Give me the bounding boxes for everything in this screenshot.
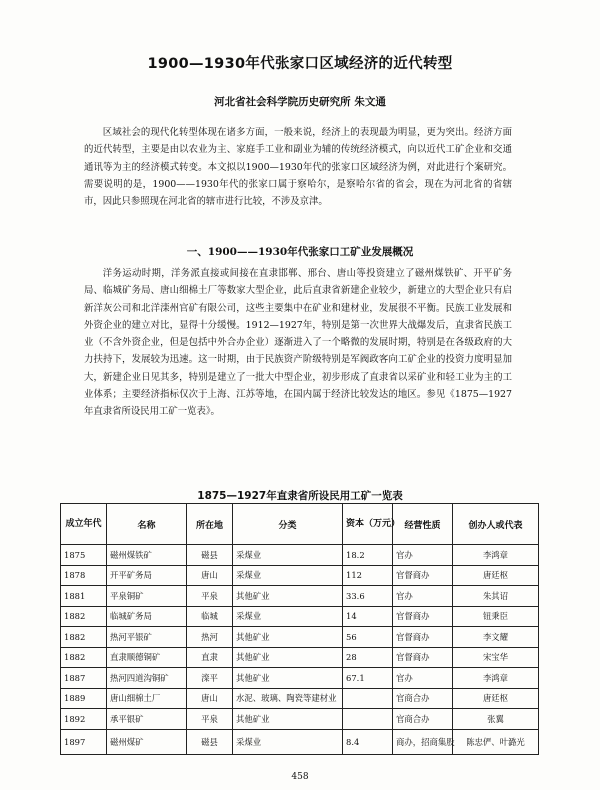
cell-category: 采煤业 xyxy=(233,606,343,627)
table-row xyxy=(61,565,539,586)
cell-name: 热河平银矿 xyxy=(107,627,187,648)
table-row xyxy=(61,688,539,709)
page-number: 458 xyxy=(291,772,309,782)
cell-category: 采煤业 xyxy=(233,729,343,754)
table-row xyxy=(61,606,539,627)
cell-name: 磁州煤铁矿 xyxy=(107,545,187,566)
header-name: 名称 xyxy=(107,504,187,545)
mines-table xyxy=(60,503,539,755)
cell-name: 直隶顺德铜矿 xyxy=(107,647,187,668)
section-heading: 一、1900——1930年代张家口工矿业发展概况 xyxy=(186,246,414,258)
header-category: 分类 xyxy=(233,504,343,545)
cell-year: 1887 xyxy=(61,668,107,689)
table-row xyxy=(61,709,539,730)
cell-category: 其他矿业 xyxy=(233,627,343,648)
cell-nature: 官商合办 xyxy=(393,709,453,730)
cell-founder: 陈忠俨、叶潞光 xyxy=(453,729,539,754)
cell-location: 唐山 xyxy=(187,565,233,586)
cell-category: 其他矿业 xyxy=(233,586,343,607)
cell-year: 1882 xyxy=(61,627,107,648)
cell-category: 其他矿业 xyxy=(233,709,343,730)
cell-capital: 8.4 xyxy=(343,729,393,754)
table-row xyxy=(61,586,539,607)
cell-category: 水泥、玻璃、陶瓷等建材业 xyxy=(233,688,343,709)
cell-year: 1897 xyxy=(61,729,107,754)
cell-founder: 唐廷枢 xyxy=(453,565,539,586)
table-row xyxy=(61,545,539,566)
cell-category: 其他矿业 xyxy=(233,668,343,689)
cell-founder: 李文耀 xyxy=(453,627,539,648)
cell-name: 磁州煤矿 xyxy=(107,729,187,754)
cell-year: 1882 xyxy=(61,647,107,668)
table-title: 1875—1927年直隶省所设民用工矿一览表 xyxy=(197,490,403,502)
cell-capital: 67.1 xyxy=(343,668,393,689)
cell-nature: 官商合办 xyxy=(393,688,453,709)
cell-nature: 官督商办 xyxy=(393,606,453,627)
cell-nature: 商办，招商集股 xyxy=(393,729,453,754)
cell-year: 1889 xyxy=(61,688,107,709)
cell-capital: 18.2 xyxy=(343,545,393,566)
cell-category: 采煤业 xyxy=(233,565,343,586)
cell-founder: 朱其诏 xyxy=(453,586,539,607)
table-row xyxy=(61,668,539,689)
cell-location: 磁县 xyxy=(187,729,233,754)
header-nature: 经营性质 xyxy=(393,504,453,545)
header-capital: 资本（万元） xyxy=(343,504,393,545)
intro-paragraph: 区域社会的现代化转型体现在诸多方面，一般来说，经济上的表现最为明显，更为突出。经济方面的近代转型，主要是由以农业为主、家庭手工业和副业为辅的传统经济模式，向以近代工矿企业和交通通讯等为主的经济模式转变。本文拟以1900—1930年代的张家口区域经济为例，对此进行个案研究。需要说明的是，1900——1930年代的张家口属于察哈尔，是察哈尔省的省会，现在为河北省的省辖市，因此只参照现在河北省的辖市进行比较，不涉及京津。 xyxy=(84,127,512,208)
table-row xyxy=(61,627,539,648)
cell-nature: 官督商办 xyxy=(393,647,453,668)
header-year: 成立年代 xyxy=(61,504,107,545)
cell-nature: 官办 xyxy=(393,586,453,607)
cell-capital: 28 xyxy=(343,647,393,668)
cell-category: 采煤业 xyxy=(233,545,343,566)
cell-name: 临城矿务局 xyxy=(107,606,187,627)
cell-nature: 官督商办 xyxy=(393,627,453,648)
cell-capital: 56 xyxy=(343,627,393,648)
cell-name: 承平银矿 xyxy=(107,709,187,730)
cell-year: 1878 xyxy=(61,565,107,586)
cell-name: 平泉铜矿 xyxy=(107,586,187,607)
cell-location: 唐山 xyxy=(187,688,233,709)
cell-name: 开平矿务局 xyxy=(107,565,187,586)
cell-nature: 官督商办 xyxy=(393,565,453,586)
cell-founder: 钮秉臣 xyxy=(453,606,539,627)
cell-location: 磁县 xyxy=(187,545,233,566)
cell-year: 1875 xyxy=(61,545,107,566)
cell-founder: 宋宝华 xyxy=(453,647,539,668)
author-line: 河北省社会科学院历史研究所 朱文通 xyxy=(214,96,386,108)
cell-name: 唐山细棉土厂 xyxy=(107,688,187,709)
cell-location: 热河 xyxy=(187,627,233,648)
cell-founder: 唐廷枢 xyxy=(453,688,539,709)
cell-location: 平泉 xyxy=(187,709,233,730)
cell-capital: 33.6 xyxy=(343,586,393,607)
cell-year: 1892 xyxy=(61,709,107,730)
article-title: 1900—1930年代张家口区域经济的近代转型 xyxy=(147,56,453,72)
cell-location: 滦平 xyxy=(187,668,233,689)
cell-nature: 官办 xyxy=(393,545,453,566)
cell-year: 1881 xyxy=(61,586,107,607)
cell-nature: 官办 xyxy=(393,668,453,689)
cell-name: 热河四道沟铜矿 xyxy=(107,668,187,689)
header-founder: 创办人或代表 xyxy=(453,504,539,545)
cell-capital xyxy=(343,709,393,730)
body-paragraph: 洋务运动时期，洋务派直接或间接在直隶邯郸、邢台、唐山等投资建立了磁州煤铁矿、开平矿务局、临城矿务局、唐山细棉土厂等数家大型企业，此后直隶省新建企业较少，新建立的大型企业只有启新洋灰公司和北洋滦州官矿有限公司，这些主要集中在矿业和建材业，发展很不平衡。民族工业发展和外资企业的建立对比，显得十分缓慢。1912—1927年，特别是第一次世界大战爆发后，直隶省民族工业（不含外资企业，但是包括中外合办企业）逐渐进入了一个略微的发展时期，特别是在各级政府的大力扶持下，发展较为迅速。这一时期，由于民族资产阶级特别是军阀政客向工矿企业的投资力度明显加大，新建企业日见其多，特别是建立了一批大中型企业，初步形成了直隶省以采矿业和轻工业为主的工业体系；主要经济指标仅次于上海、江苏等地，在国内属于经济比较发达的地区。参见《1875—1927年直隶省所设民用工矿一览表》。 xyxy=(84,268,512,418)
cell-category: 其他矿业 xyxy=(233,647,343,668)
cell-capital xyxy=(343,688,393,709)
table-header-row xyxy=(61,504,539,545)
cell-year: 1882 xyxy=(61,606,107,627)
table-row xyxy=(61,729,539,754)
cell-founder: 张翼 xyxy=(453,709,539,730)
cell-founder: 李鸿章 xyxy=(453,545,539,566)
cell-location: 平泉 xyxy=(187,586,233,607)
cell-capital: 112 xyxy=(343,565,393,586)
cell-location: 临城 xyxy=(187,606,233,627)
cell-capital: 14 xyxy=(343,606,393,627)
cell-founder: 李鸿章 xyxy=(453,668,539,689)
header-location: 所在地 xyxy=(187,504,233,545)
table-row xyxy=(61,647,539,668)
cell-location: 直隶 xyxy=(187,647,233,668)
